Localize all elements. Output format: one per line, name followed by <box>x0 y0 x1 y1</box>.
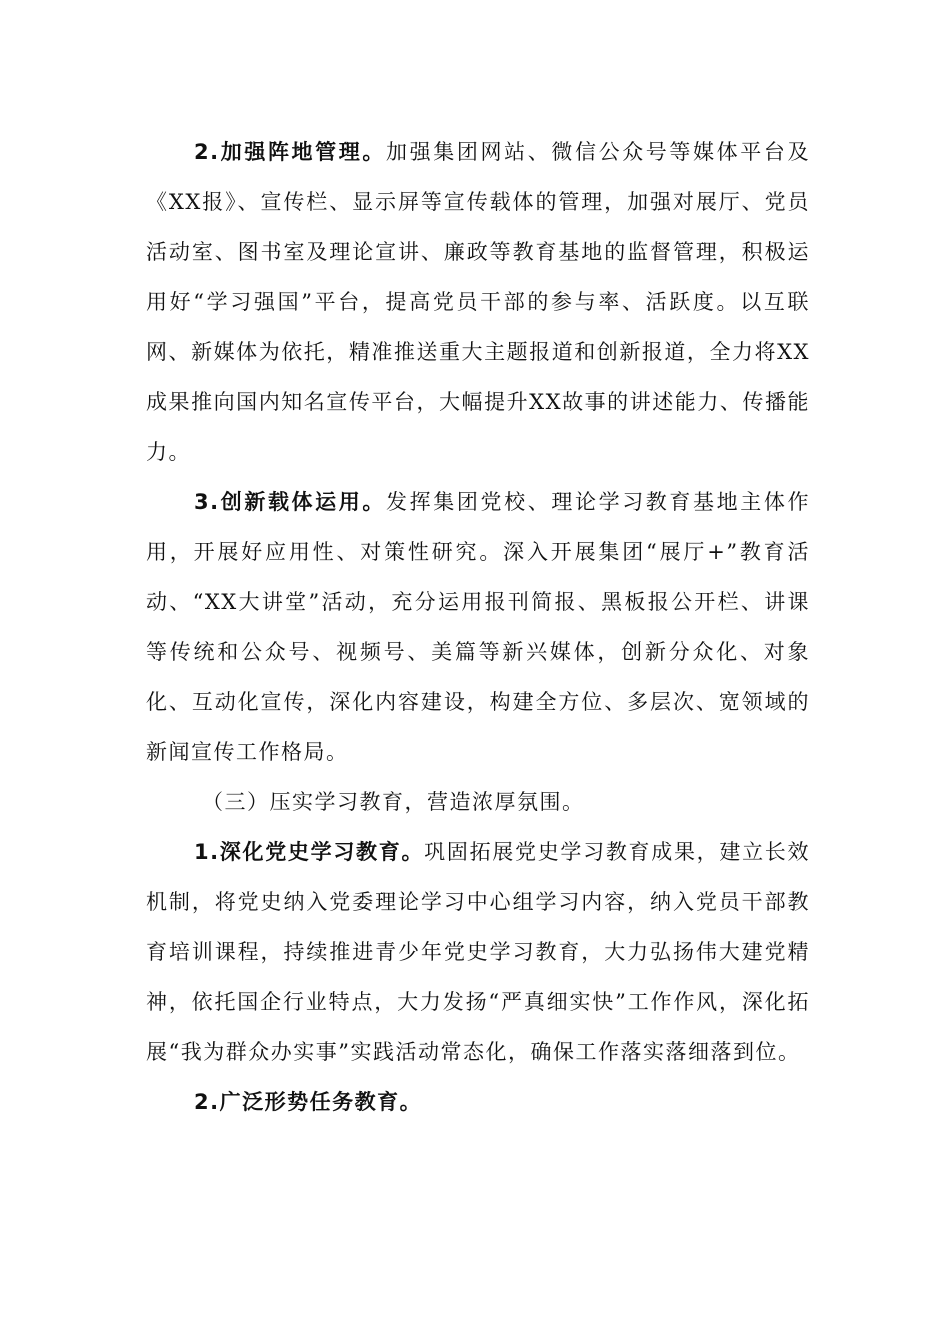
paragraph-lead: 1.深化党史学习教育。 <box>194 840 425 864</box>
paragraph-body: 巩固拓展党史学习教育成果，建立长效机制，将党史纳入党委理论学习中心组学习内容，纳入党员干部教育培训课程，持续推进青少年党史学习教育，大力弘扬伟大建党精神，依托国企行业特点，大力发扬“严真细实快”工作作风，深化拓展“我为群众办实事”实践活动常态化，确保工作落实落细落到位。 <box>146 840 810 1064</box>
paragraph-strengthen-position-management <box>146 127 810 477</box>
paragraph-body: 加强集团网站、微信公众号等媒体平台及《XX报》、宣传栏、显示屏等宣传载体的管理，加强对展厅、党员活动室、图书室及理论宣讲、廉政等教育基地的监督管理，积极运用好“学习强国”平台，提高党员干部的参与率、活跃度。以互联网、新媒体为依托，精准推送重大主题报道和创新报道，全力将XX成果推向国内知名宣传平台，大幅提升XX故事的讲述能力、传播能力。 <box>146 140 811 464</box>
paragraph-body: 发挥集团党校、理论学习教育基地主体作用，开展好应用性、对策性研究。深入开展集团“展厅+”教育活动、“XX大讲堂”活动，充分运用报刊简报、黑板报公开栏、讲课等传统和公众号、视频号、美篇等新兴媒体，创新分众化、对象化、互动化宣传，深化内容建设，构建全方位、多层次、宽领域的新闻宣传工作格局。 <box>146 490 811 764</box>
paragraph-lead: 3.创新载体运用。 <box>194 490 387 514</box>
document-body <box>146 127 810 1127</box>
paragraph-party-history-education <box>146 827 810 1077</box>
paragraph-lead: 2.广泛形势任务教育。 <box>194 1090 423 1114</box>
section-heading: （三）压实学习教育，营造浓厚氛围。 <box>202 790 585 814</box>
paragraph-lead: 2.加强阵地管理。 <box>194 140 387 164</box>
paragraph-situation-task-education <box>146 1077 810 1127</box>
paragraph-innovate-carrier-use <box>146 477 810 777</box>
